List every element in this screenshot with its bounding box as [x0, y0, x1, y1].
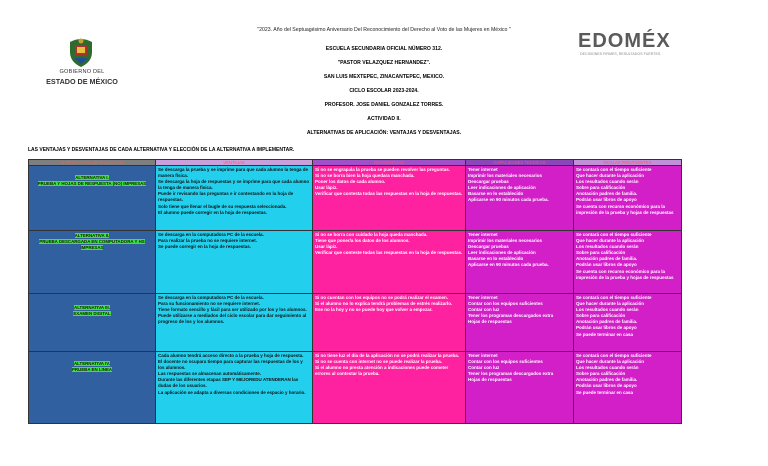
school-name: ESCUELA SECUNDARIA OFICIAL NÚMERO 312.	[325, 46, 443, 52]
school-location: SAN LUIS MEXTEPEC, ZINACANTEPEC, MEXICO.	[323, 74, 445, 80]
reglas-cell	[574, 166, 682, 231]
list-item: Contar con los equipos suficientes	[468, 301, 543, 307]
gov-logo-line2: ESTADO DE MÉXICO	[46, 77, 118, 86]
list-item: Si no se cuenta con internet no se puede realizar la prueba.	[315, 359, 443, 365]
section-title: LAS VENTAJAS Y DESVENTAJAS DE CADA ALTERNATIVA Y ELECCIÓN DE LA ALTERNATIVA A IMPLEMENTAR.	[28, 147, 295, 153]
list-item: Podrán usar libros de apoyo	[576, 325, 637, 331]
list-item: Tener los programas descargados extra	[468, 313, 554, 319]
list-item: Para su funcionamiento no se requiere internet.	[158, 301, 261, 307]
gov-logo-line1: GOBIERNO DEL	[59, 69, 105, 75]
table-row	[29, 352, 682, 424]
edomex-tagline: DECISIONES FIRMES, RESULTADOS FUERTES.	[580, 52, 662, 56]
list-item: Leer indicaciones de aplicación	[468, 185, 536, 191]
teacher-name: PROFESOR. JOSE DANIEL GONZALEZ TORRES.	[324, 102, 444, 108]
ventajas-cell	[156, 294, 313, 352]
list-item: Los resultados cuando serán	[576, 244, 639, 250]
list-item: Tiene que poner/a los datos de los alumnos.	[315, 238, 410, 244]
list-item: Que hacer durante la aplicación	[576, 301, 645, 307]
school-motto: "PASTOR VELAZQUEZ HERNANDEZ".	[337, 60, 431, 66]
list-item: Tener internet	[468, 232, 498, 237]
list-item: Se contará con el tiempo suficiente	[576, 295, 652, 300]
capacidades-cell	[466, 166, 574, 231]
list-item: Podrán usar libros de apoyo	[576, 383, 637, 389]
list-item: Contar con luz	[468, 365, 500, 371]
list-item: Que hacer durante la aplicación	[576, 359, 645, 365]
alternativa-label: ALTERNATIVA I.	[75, 175, 109, 180]
list-item: Los resultados cuando serán	[576, 307, 639, 313]
list-item: Sobre para calificación	[576, 371, 626, 377]
list-item: Que hacer durante la aplicación	[576, 238, 645, 244]
alternativa-desc: PRUEBA EN LINEA	[71, 367, 113, 373]
list-item: Se descarga la prueba y se imprime para que cada alumno la tenga de manera física.	[158, 167, 309, 179]
ventajas-cell	[156, 231, 313, 294]
list-item: Se cuenta con recurso económico para la impresión de la prueba y hojas de respuestas	[576, 203, 674, 215]
list-item: Si no se engrapala la prueba se pueden revolver las preguntas.	[315, 167, 451, 172]
list-item: Contar con luz	[468, 307, 500, 313]
list-item: La aplicación se adapta a diversas condiciones de espacio y horario.	[158, 389, 306, 395]
list-item: Basarse en lo establecido	[468, 191, 524, 197]
header-reglas: REGLAS PREVIGENTES	[574, 160, 682, 166]
list-item: Si no tiene luz el día de la aplicación no se podrá realizar la prueba.	[315, 353, 460, 358]
commemorative-note: "2023. Año del Septuagésimo Aniversario Del Reconocimiento del Derecho al Voto de las Mujeres en México "	[257, 27, 511, 33]
alternativa-desc: PRUEBA DESCARGADA EN COMPUTADORA Y HS IMPRESAS	[39, 239, 145, 251]
list-item: Puede ir revisando las preguntas e ir contestando en la hoja de respuestas.	[158, 191, 294, 203]
list-item: Para realizar la prueba no se requiere internet.	[158, 238, 258, 244]
list-item: Solo tiene que llenar el bugle de su respuesta seleccionada.	[158, 203, 287, 209]
list-item: Sobre para calificación	[576, 185, 626, 191]
list-item: Sobre para calificación	[576, 313, 626, 319]
ventajas-cell	[156, 352, 313, 424]
alternativa-label: ALTERNATIVA III.	[74, 305, 110, 310]
reglas-cell	[574, 352, 682, 424]
list-item: Tener internet	[468, 353, 498, 358]
alternativa-cell	[29, 294, 156, 352]
list-item: Se descarga en la computadora PC de la escuela.	[158, 232, 264, 237]
list-item: Imprimir los materiales necesarios	[468, 238, 543, 244]
list-item: El docente no ocupara tiempo para capturar las respuestas de los y los alumnos.	[158, 359, 303, 371]
list-item: Si no se borra con cuidado la hoja queda manchada.	[315, 232, 428, 237]
list-item: Si el alumno no lo explica tendrá problemas de estrés realizarlo.	[315, 301, 453, 307]
desventajas-cell	[313, 166, 466, 231]
alternativa-desc: PRUEBA Y HOJAS DE RESPUESTA (NO) IMPRESAS	[37, 181, 147, 187]
list-item: Tiene formato sencillo y fácil para ser utilizado por los y los alumnos.	[158, 307, 307, 313]
list-item: Que hacer durante la aplicación	[576, 173, 645, 179]
list-item: Si no cuentan con los equipos no se podrá realizar el examen.	[315, 295, 449, 300]
table-row	[29, 231, 682, 294]
list-item: Podrán usar libros de apoyo	[576, 197, 637, 203]
alternativa-label: ALTERNATIVA IV.	[73, 361, 111, 366]
reglas-cell	[574, 294, 682, 352]
desventajas-cell	[313, 352, 466, 424]
table-row	[29, 294, 682, 352]
list-item: Hojas de respuestas	[468, 319, 512, 325]
list-item: Verificar que contesta todas las respuestas en la hoja de respuestas.	[315, 191, 463, 197]
list-item: Se descarga en la computadora PC de la escuela.	[158, 295, 264, 300]
capacidades-cell	[466, 294, 574, 352]
list-item: Descargar pruebas	[468, 179, 509, 185]
header-alternativas: ALTERNATIVAS DE APLICACIÓN	[29, 160, 156, 166]
list-item: Podrán usar libros de apoyo	[576, 262, 637, 268]
list-item: Contar con los equipos suficientes	[468, 359, 543, 365]
alternatives-table	[28, 159, 682, 424]
list-item: Anotación padres de familia.	[576, 319, 638, 325]
list-item: Imprimir los materiales necesarios	[468, 173, 543, 179]
list-item: Aplicarse en 90 minutos cada prueba.	[468, 197, 549, 203]
header-capacidades: CAPACIDADES TECNICAS	[466, 160, 574, 166]
list-item: Tener internet	[468, 167, 498, 172]
capacidades-cell	[466, 352, 574, 424]
list-item: Se contará con el tiempo suficiente	[576, 167, 652, 172]
desventajas-cell	[313, 294, 466, 352]
list-item: Se descarga la hoja de respuestas y se imprime para que cada alumno la tenga de manera física.	[158, 179, 310, 191]
list-item: Los resultados cuando serán	[576, 179, 639, 185]
edomex-logo	[578, 30, 693, 60]
list-item: Los resultados cuando serán	[576, 365, 639, 371]
list-item: Basarse en lo establecido	[468, 256, 524, 262]
alternativa-cell	[29, 352, 156, 424]
alternativa-cell	[29, 166, 156, 231]
list-item: Tener internet	[468, 295, 498, 300]
list-item: Se cuenta con recurso económico para la impresión de la prueba y hojas de respuestas	[576, 268, 674, 280]
list-item: Durante las diferentes etapas SEP Y MEJOREDU ATENDERAN las dudas de los usuarios.	[158, 377, 299, 389]
list-item: Anotación padres de familia.	[576, 377, 638, 383]
list-item: Usar lápiz.	[315, 244, 338, 250]
list-item: El alumno puede corregir en la hoja de respuestas.	[158, 209, 268, 215]
list-item: Hojas de respuestas	[468, 377, 512, 383]
list-item: Si no se borra bien la hoja quedara manchada.	[315, 173, 415, 179]
header-ventajas: VENTAJAS	[156, 160, 313, 166]
list-item: Tener los programas descargados extra	[468, 371, 554, 377]
list-item: Las respuestas se almacenan automáticamente.	[158, 371, 262, 377]
list-item: Se contará con el tiempo suficiente	[576, 353, 652, 358]
list-item: Anotación padres de familia.	[576, 256, 638, 262]
edomex-wordmark: EDOMÉX	[578, 30, 671, 52]
list-item: Verificar que conteste todas las respuestas en la hoja de respuestas.	[315, 250, 463, 256]
list-item: Leer indicaciones de aplicación	[468, 250, 536, 256]
gobierno-estado-mexico-logo	[42, 36, 122, 96]
list-item: Puede utilizarse a mediados del ciclo escolar para dar seguimiento al progreso de los y los alumnos.	[158, 313, 307, 325]
list-item: Cada alumno tendrá acceso directo a la prueba y hoja de respuesta.	[158, 353, 304, 358]
list-item: Poner los datos de cada alumno.	[315, 179, 386, 185]
capacidades-cell	[466, 231, 574, 294]
list-item: Se puede terminar en casa	[576, 389, 634, 395]
activity-number: ACTIVIDAD II.	[367, 116, 401, 122]
activity-title: ALTERNATIVAS DE APLICACIÓN: VENTAJAS Y DESVENTAJAS.	[306, 130, 462, 136]
desventajas-cell	[313, 231, 466, 294]
list-item: Anotación padres de familia.	[576, 191, 638, 197]
alternativa-label: ALTERNATIVA II.	[74, 233, 110, 238]
list-item: Sobre para calificación	[576, 250, 626, 256]
alternativa-desc: EXAMEN DIGITAL	[73, 311, 111, 317]
table-row	[29, 166, 682, 231]
school-cycle: CICLO ESCOLAR 2023-2024.	[349, 88, 419, 94]
list-item: Se contará con el tiempo suficiente	[576, 232, 652, 237]
alternativa-cell	[29, 231, 156, 294]
list-item: Si el alumno no presta atención a indicaciones puede cometer errores al contestar la prueba.	[315, 365, 449, 377]
reglas-cell	[574, 231, 682, 294]
header-desventajas: DESVENTAJAS	[313, 160, 466, 166]
list-item: Ese no la hoy y no se puede hoy que volver a empezar.	[315, 307, 433, 313]
list-item: Aplicarse en 90 minutos cada prueba.	[468, 262, 549, 268]
ventajas-cell	[156, 166, 313, 231]
list-item: Se puede terminar en casa	[576, 331, 634, 337]
list-item: Descargar pruebas	[468, 244, 509, 250]
list-item: Se puede corregir en la hoja de respuestas.	[158, 244, 252, 250]
list-item: Usar lápiz.	[315, 185, 338, 191]
